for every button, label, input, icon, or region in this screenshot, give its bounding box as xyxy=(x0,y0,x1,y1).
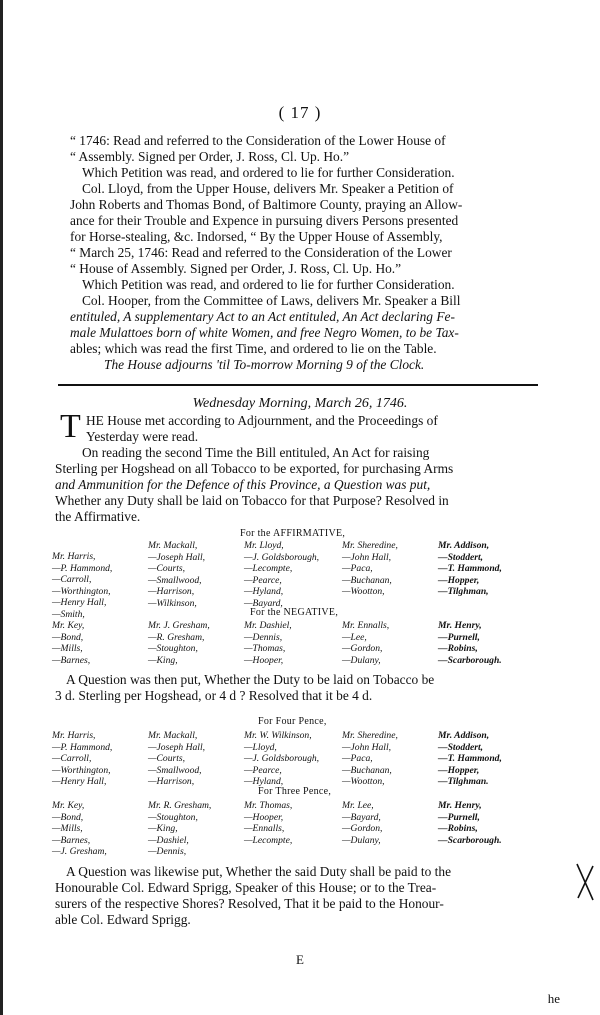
vote-column xyxy=(52,730,112,788)
voter-name: Mr. J. Gresham, xyxy=(148,620,210,631)
voter-name: Mr. Lloyd, xyxy=(244,540,284,551)
voter-name: Mr. Key, xyxy=(52,800,85,811)
voter-name: Mr. Lee, xyxy=(342,800,374,811)
cross-mark-icon xyxy=(575,862,595,902)
voter-name: —Henry Hall, xyxy=(52,597,107,608)
text-line: 3 d. Sterling per Hogshead, or 4 d ? Resolved that it be 4 d. xyxy=(55,688,373,703)
vote-column xyxy=(438,620,502,666)
voter-name: —J. Goldsborough, xyxy=(244,551,320,563)
text-line: A Question was then put, Whether the Duty to be laid on Tobacco be xyxy=(66,672,435,687)
voter-name: —Bond, xyxy=(52,811,84,823)
affirmative-label: For the AFFIRMATIVE, xyxy=(240,528,346,539)
text-line: “ March 25, 1746: Read and referred to the Consideration of the Lower xyxy=(70,245,452,260)
voter-name: —Hooper, xyxy=(244,811,284,823)
voter-name: —Paca, xyxy=(342,563,373,574)
text-line: On reading the second Time the Bill entituled, An Act for raising xyxy=(82,445,430,460)
date-heading: Wednesday Morning, March 26, 1746. xyxy=(192,396,408,411)
voter-name: —Joseph Hall, xyxy=(148,741,206,753)
corner-mark: he xyxy=(547,991,560,1006)
text-line: Whether any Duty shall be laid on Tobacco for that Purpose? Resolved in xyxy=(55,493,449,508)
voter-name: —Mills, xyxy=(52,823,83,834)
text-line: “ Assembly. Signed per Order, J. Ross, Cl. Up. Ho.” xyxy=(70,149,350,164)
text-line: and Ammunition for the Defence of this Province, a Question was put, xyxy=(55,477,431,492)
voter-name: —John Hall, xyxy=(342,551,392,563)
text-line: male Mulattoes born of white Women, and free Negro Women, to be Tax- xyxy=(70,325,459,340)
vote-column xyxy=(342,620,389,666)
voter-name: Mr. Harris, xyxy=(52,730,96,741)
text-line: John Roberts and Thomas Bond, of Baltimore County, praying an Allow- xyxy=(70,197,463,212)
voter-name: Mr. W. Wilkinson, xyxy=(244,730,312,741)
voter-name: —Dulany, xyxy=(342,654,381,666)
voter-name: —Bayard, xyxy=(342,811,381,823)
voter-name: —Barnes, xyxy=(52,834,91,846)
text-line: Sterling per Hogshead on all Tobacco to be exported, for purchasing Arms xyxy=(55,461,454,476)
voter-name: —R. Gresham, xyxy=(148,631,205,643)
voter-name: Mr. Sheredine, xyxy=(342,540,398,551)
text-line: Which Petition was read, and ordered to lie for further Consideration. xyxy=(82,277,455,292)
vote-column xyxy=(438,730,502,788)
voter-name: Mr. Addison, xyxy=(438,730,490,741)
voter-name: —Gordon, xyxy=(342,643,383,654)
negative-label: For the NEGATIVE, xyxy=(250,607,339,618)
page-number: ( 17 ) xyxy=(278,103,322,122)
voter-name: —King, xyxy=(148,823,178,834)
voter-name: —Purnell, xyxy=(438,631,480,643)
vote-column xyxy=(148,730,205,788)
voter-name: —Courts, xyxy=(148,563,186,574)
text-line: the Affirmative. xyxy=(55,509,141,524)
text-line: for Horse-stealing, &c. Indorsed, “ By the Upper House of Assembly, xyxy=(70,229,443,244)
vote-column xyxy=(438,800,502,846)
vote-column xyxy=(342,730,398,788)
voter-name: —Scarborough. xyxy=(438,834,502,846)
text-line: Yesterday were read. xyxy=(86,429,199,444)
voter-name: —Stoddert, xyxy=(438,551,484,563)
voter-name: —Bond, xyxy=(52,631,84,643)
voter-name: —King, xyxy=(148,654,178,666)
vote-column xyxy=(148,800,211,858)
voter-name: —Lee, xyxy=(342,631,367,643)
voter-name: —T. Hammond, xyxy=(438,753,502,764)
voter-name: —Carroll, xyxy=(52,574,92,585)
voter-name: —P. Hammond, xyxy=(52,741,113,753)
vote-column xyxy=(52,551,112,620)
signature-mark: E xyxy=(296,952,304,967)
voter-name: —T. Hammond, xyxy=(438,563,502,574)
voter-name: —Paca, xyxy=(342,753,373,764)
voter-name: —Harrison, xyxy=(148,586,195,597)
voter-name: Mr. Ennalls, xyxy=(342,620,390,631)
voter-name: —Dennis, xyxy=(148,846,187,857)
voter-name: —Dashiel, xyxy=(148,834,189,846)
vote-column xyxy=(342,800,382,846)
voter-name: —Worthington, xyxy=(52,585,111,597)
text-line: Col. Lloyd, from the Upper House, delivers Mr. Speaker a Petition of xyxy=(82,181,454,196)
voter-name: Mr. R. Gresham, xyxy=(148,800,212,811)
voter-name: —Pearce, xyxy=(244,764,282,776)
voter-name: —Smallwood, xyxy=(148,764,202,776)
voter-name: —Mills, xyxy=(52,643,83,654)
voter-name: Mr. Mackall, xyxy=(148,540,198,551)
vote-column xyxy=(148,540,205,609)
voter-name: —Robins, xyxy=(438,643,478,654)
text-line: “ 1746: Read and referred to the Consideration of the Lower House of xyxy=(70,133,446,148)
voter-name: Mr. Thomas, xyxy=(244,800,293,811)
voter-name: —Dulany, xyxy=(342,834,381,846)
voter-name: —Hooper, xyxy=(244,654,284,666)
voter-name: —John Hall, xyxy=(342,741,392,753)
voter-name: —Lloyd, xyxy=(244,741,277,753)
section-rule xyxy=(58,384,538,386)
voter-name: —Purnell, xyxy=(438,811,480,823)
voter-name: —Scarborough. xyxy=(438,654,502,666)
voter-name: Mr. Harris, xyxy=(52,551,96,562)
voter-name: —Smith, xyxy=(52,608,85,620)
voter-name: Mr. Dashiel, xyxy=(244,620,292,631)
voter-name: —P. Hammond, xyxy=(52,562,113,574)
text-line: entituled, A supplementary Act to an Act entituled, An Act declaring Fe- xyxy=(70,309,455,324)
voter-name: —Thomas, xyxy=(244,643,286,654)
voter-name: —J. Gresham, xyxy=(52,846,107,857)
vote-column xyxy=(52,620,90,666)
voter-name: —Buchanan, xyxy=(342,574,392,586)
text-line: able Col. Edward Sprigg. xyxy=(55,912,191,927)
voter-name: —Wootton, xyxy=(342,776,385,787)
voter-name: Mr. Key, xyxy=(52,620,85,631)
voter-name: —Barnes, xyxy=(52,654,91,666)
text-line: Honourable Col. Edward Sprigg, Speaker of this House; or to the Trea- xyxy=(55,880,437,895)
voter-name: —Hopper, xyxy=(438,574,480,586)
voter-name: —Wilkinson, xyxy=(148,597,197,609)
voter-name: Mr. Henry, xyxy=(438,800,482,811)
voter-name: —J. Goldsborough, xyxy=(244,753,320,764)
text-line: HE House met according to Adjournment, and the Proceedings of xyxy=(86,413,438,428)
voter-name: —Buchanan, xyxy=(342,764,392,776)
voter-name: —Stoughton, xyxy=(148,643,198,654)
voter-name: —Harrison, xyxy=(148,776,195,787)
voter-name: —Lecompte, xyxy=(244,834,293,846)
voter-name: —Stoddert, xyxy=(438,741,484,753)
voter-name: —Gordon, xyxy=(342,823,383,834)
vote-column xyxy=(438,540,502,598)
voter-name: —Stoughton, xyxy=(148,811,198,823)
vote-column xyxy=(342,540,398,598)
text-line: ance for their Trouble and Expence in pursuing divers Persons presented xyxy=(70,213,459,228)
voter-name: —Robins, xyxy=(438,823,478,834)
vote-column xyxy=(244,620,292,666)
voter-name: —Tilghman, xyxy=(438,586,489,597)
voter-name: —Hopper, xyxy=(438,764,480,776)
voter-name: Mr. Henry, xyxy=(438,620,482,631)
voter-name: —Lecompte, xyxy=(244,563,293,574)
voter-name: —Smallwood, xyxy=(148,574,202,586)
voter-name: Mr. Mackall, xyxy=(148,730,198,741)
vote-column xyxy=(244,730,319,788)
text-line: A Question was likewise put, Whether the said Duty shall be paid to the xyxy=(66,864,452,879)
voter-name: —Carroll, xyxy=(52,753,92,764)
page-edge xyxy=(0,0,3,1015)
voter-name: —Dennis, xyxy=(244,631,283,643)
voter-name: —Hyland, xyxy=(244,776,284,787)
voter-name: —Hyland, xyxy=(244,586,284,597)
text-line: surers of the respective Shores? Resolved, That it be paid to the Honour- xyxy=(55,896,444,911)
voter-name: —Courts, xyxy=(148,753,186,764)
four-pence-label: For Four Pence, xyxy=(258,716,327,727)
drop-cap: T xyxy=(60,408,81,445)
voter-name: —Bayard, xyxy=(244,597,283,609)
voter-name: Mr. Addison, xyxy=(438,540,490,551)
three-pence-label: For Three Pence, xyxy=(258,786,332,797)
vote-column xyxy=(244,800,292,846)
text-line: Col. Hooper, from the Committee of Laws, delivers Mr. Speaker a Bill xyxy=(82,293,461,308)
text-line: Which Petition was read, and ordered to lie for further Consideration. xyxy=(82,165,455,180)
voter-name: —Ennalls, xyxy=(244,823,285,834)
voter-name: —Wootton, xyxy=(342,586,385,597)
text-line: “ House of Assembly. Signed per Order, J. Ross, Cl. Up. Ho.” xyxy=(70,261,402,276)
voter-name: —Pearce, xyxy=(244,574,282,586)
vote-column xyxy=(244,540,319,609)
voter-name: —Tilghman. xyxy=(438,776,489,787)
vote-column xyxy=(52,800,107,858)
voter-name: —Worthington, xyxy=(52,764,111,776)
voter-name: —Henry Hall, xyxy=(52,776,107,787)
voter-name: —Joseph Hall, xyxy=(148,551,206,563)
vote-column xyxy=(148,620,210,666)
voter-name: Mr. Sheredine, xyxy=(342,730,398,741)
adjournment-line: The House adjourns 'til To-morrow Morning 9 of the Clock. xyxy=(104,357,425,372)
text-line: ables; which was read the first Time, and ordered to lie on the Table. xyxy=(70,341,437,356)
